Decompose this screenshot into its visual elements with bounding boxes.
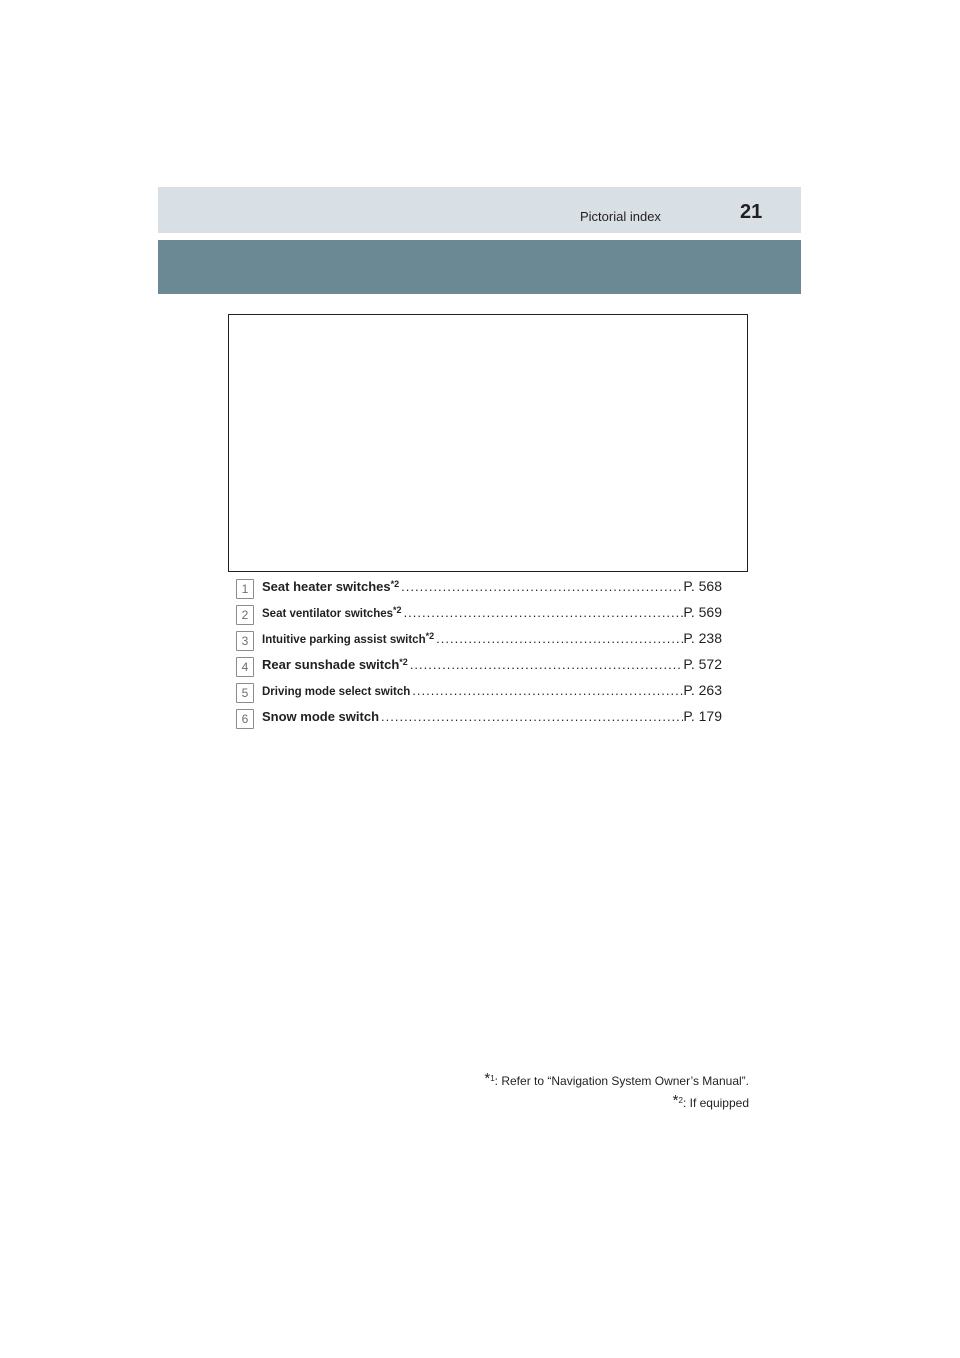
list-item: [236, 628, 722, 654]
item-label[interactable]: Seat ventilator switches$^{*2}$: [262, 605, 402, 620]
list-item: [236, 602, 722, 628]
item-label[interactable]: Intuitive parking assist switch$^{*2}$: [262, 631, 435, 646]
item-page-ref[interactable]: P. 238: [683, 630, 722, 646]
section-band: [158, 240, 801, 294]
item-number-badge: 4: [236, 657, 254, 677]
list-item: [236, 576, 722, 602]
item-list: [236, 576, 722, 732]
illustration-frame: [228, 314, 748, 572]
item-label[interactable]: Rear sunshade switch$^{*2}$: [262, 657, 408, 672]
leader-dots: [408, 655, 684, 675]
item-page-ref[interactable]: P. 179: [683, 708, 722, 724]
item-number-badge: 1: [236, 579, 254, 599]
item-number-badge: 6: [236, 709, 254, 729]
item-number-badge: 5: [236, 683, 254, 703]
footnote: $^{*2}$: If equipped: [672, 1092, 749, 1110]
item-label[interactable]: Seat heater switches$^{*2}$: [262, 579, 400, 594]
header-band: [158, 187, 801, 233]
item-page-ref[interactable]: P. 263: [683, 682, 722, 698]
item-page-ref[interactable]: P. 569: [683, 604, 722, 620]
leader-dots: [379, 707, 683, 727]
item-label[interactable]: Driving mode select switch: [262, 686, 411, 698]
leader-dots: [434, 629, 683, 649]
item-number-badge: 2: [236, 605, 254, 625]
section-title: Pictorial index: [580, 209, 661, 224]
list-item: [236, 654, 722, 680]
footnote: $^{*1}$: Refer to “Navigation System Owner’s Manual”.: [484, 1070, 749, 1088]
item-number-badge: 3: [236, 631, 254, 651]
leader-dots: [402, 603, 684, 623]
footnotes: [484, 1070, 749, 1114]
item-page-ref[interactable]: P. 572: [683, 656, 722, 672]
list-item: [236, 706, 722, 732]
item-page-ref[interactable]: P. 568: [683, 578, 722, 594]
item-label[interactable]: Snow mode switch: [262, 709, 380, 724]
leader-dots: [399, 577, 683, 597]
page-number: 21: [740, 201, 763, 223]
leader-dots: [410, 681, 683, 701]
list-item: [236, 680, 722, 706]
